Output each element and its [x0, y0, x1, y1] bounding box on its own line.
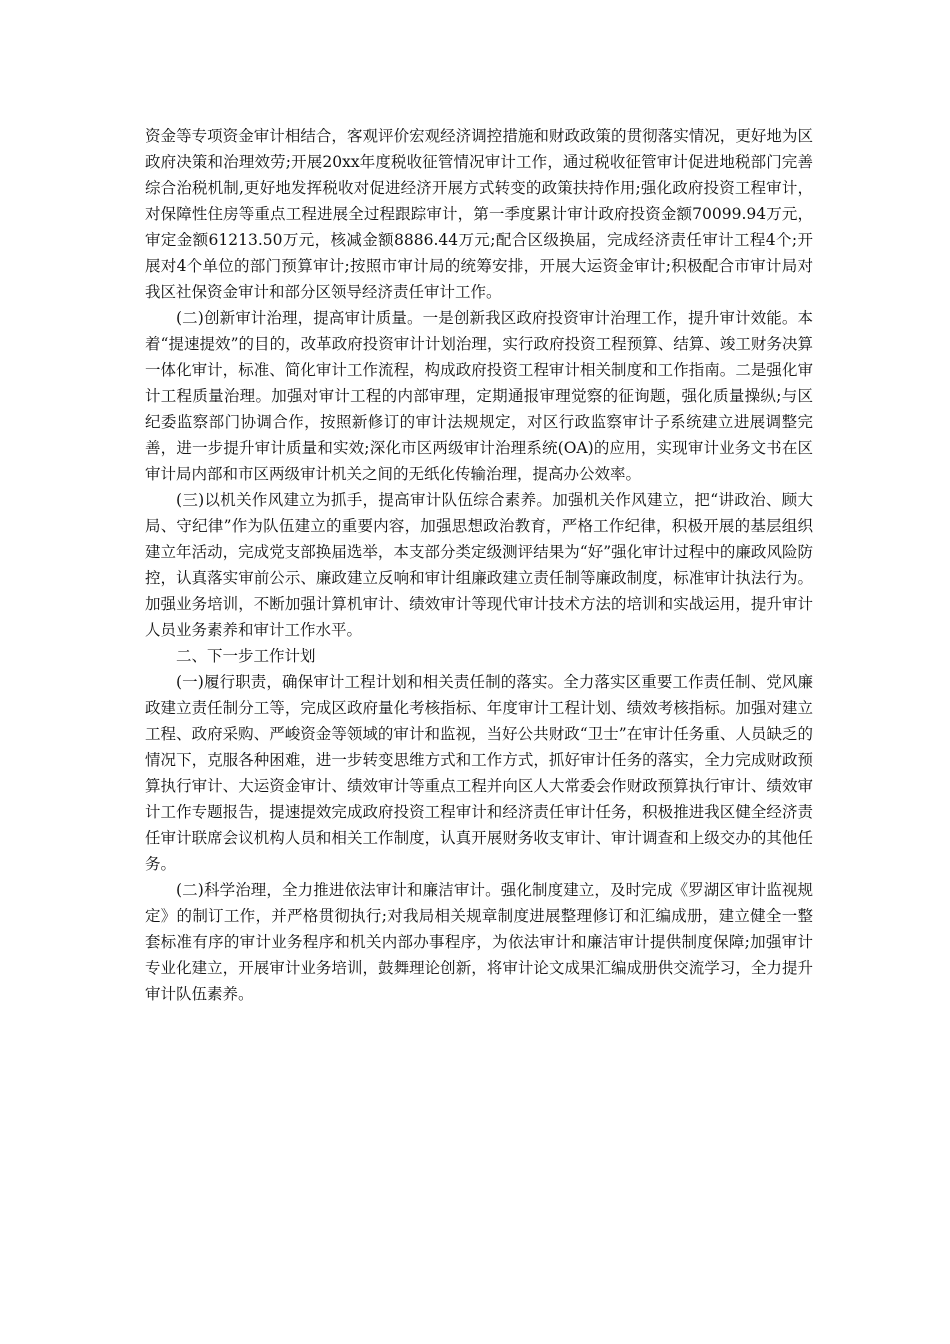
paragraph-5: (二)科学治理，全力推进依法审计和廉洁审计。强化制度建立，及时完成《罗湖区审计监视规定》的制订工作，并严格贯彻执行;对我局相关规章制度进展整理修订和汇编成册，建立健全一整套标准有序的审计业务程序和机关内部办事程序，为依法审计和廉洁审计提供制度保障;加强审计专业化建立，开展审计业务培训，鼓舞理论创新，将审计论文成果汇编成册供交流学习，全力提升审计队伍素养。 [145, 881, 813, 1003]
paragraph-2: (二)创新审计治理，提高审计质量。一是创新我区政府投资审计治理工作，提升审计效能。本着“提速提效”的目的，改革政府投资审计计划治理，实行政府投资工程预算、结算、竣工财务决算一体化审计，标准、简化审计工作流程，构成政府投资工程审计相关制度和工作指南。二是强化审计工程质量治理。加强对审计工程的内部审理，定期通报审理觉察的征询题，强化质量操纵;与区纪委监察部门协调合作，按照新修订的审计法规规定，对区行政监察审计子系统建立进展调整完善，进一步提升审计质量和实效;深化市区两级审计治理系统(OA)的应用，实现审计业务文书在区审计局内部和市区两级审计机关之间的无纸化传输治理，提高办公效率。 [145, 309, 813, 483]
section-heading-next-plan: 二、下一步工作计划 [176, 647, 316, 665]
paragraph-3: (三)以机关作风建立为抓手，提高审计队伍综合素养。加强机关作风建立，把“讲政治、顾大局、守纪律”作为队伍建立的重要内容，加强思想政治教育，严格工作纪律，积极开展的基层组织建立年活动，完成党支部换届选举，本支部分类定级测评结果为“好”强化审计过程中的廉政风险防控，认真落实审前公示、廉政建立反响和审计组廉政建立责任制等廉政制度，标准审计执法行为。加强业务培训，不断加强计算机审计、绩效审计等现代审计技术方法的培训和实战运用，提升审计人员业务素养和审计工作水平。 [145, 491, 813, 639]
paragraph-1: 资金等专项资金审计相结合，客观评价宏观经济调控措施和财政政策的贯彻落实情况，更好地为区政府决策和治理效劳;开展20xx年度税收征管情况审计工作，通过税收征管审计促进地税部门完善综合治税机制,更好地发挥税收对促进经济开展方式转变的政策扶持作用;强化政府投资工程审计，对保障性住房等重点工程进展全过程跟踪审计，第一季度累计审计政府投资金额70099.94万元，审定金额61213.50万元，核减金额8886.44万元;配合区级换届，完成经济责任审计工程4个;开展对4个单位的部门预算审计;按照市审计局的统筹安排，开展大运资金审计;积极配合市审计局对我区社保资金审计和部分区领导经济责任审计工作。 [145, 127, 813, 301]
document-body [145, 123, 813, 1007]
paragraph-4: (一)履行职责，确保审计工程计划和相关责任制的落实。全力落实区重要工作责任制、党风廉政建立责任制分工等，完成区政府量化考核指标、年度审计工程计划、绩效考核指标。加强对建立工程、政府采购、严峻资金等领域的审计和监视，当好公共财政“卫士”在审计任务重、人员缺乏的情况下，克服各种困难，进一步转变思维方式和工作方式，抓好审计任务的落实，全力完成财政预算执行审计、大运资金审计、绩效审计等重点工程并向区人大常委会作财政预算执行审计、绩效审计工作专题报告，提速提效完成政府投资工程审计和经济责任审计任务，积极推进我区健全经济责任审计联席会议机构人员和相关工作制度，认真开展财务收支审计、审计调查和上级交办的其他任务。 [145, 673, 813, 873]
